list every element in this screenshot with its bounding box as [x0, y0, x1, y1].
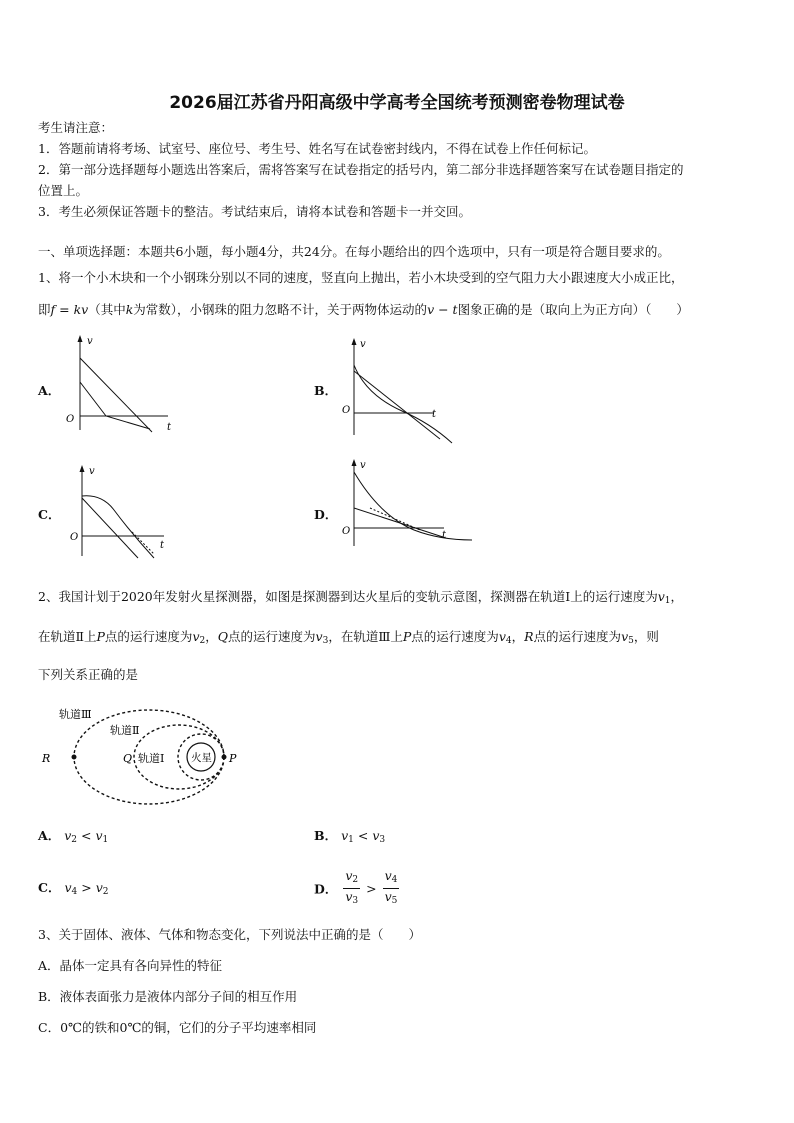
question-2-stem-line2: [38, 627, 659, 651]
q1-graph-c: [62, 462, 182, 562]
page-title: 2026届江苏省丹阳高级中学高考全国统考预测密卷物理试卷: [169, 93, 625, 113]
subscript: 1: [348, 835, 354, 845]
numerator: [343, 868, 360, 889]
axis-v-label: v: [87, 336, 93, 347]
symbol-v: v: [341, 828, 349, 843]
subscript: 4: [391, 875, 398, 885]
symbol-v: v: [345, 868, 353, 883]
v-axis-arrow: [352, 459, 357, 466]
v-axis-arrow: [78, 335, 83, 342]
text: （其中: [88, 302, 126, 317]
text: ，: [511, 629, 525, 644]
subscript: 1: [102, 835, 109, 845]
axis-t-label: t: [442, 530, 447, 541]
subscript: 4: [71, 887, 78, 897]
symbol-v: v: [498, 629, 506, 644]
notice-heading: 考生请注意：: [38, 120, 114, 135]
symbol-v: v: [384, 868, 392, 883]
axis-t-label: t: [160, 540, 165, 551]
wood-curve: [354, 365, 452, 443]
q2-option-c: [38, 878, 108, 897]
axis-t-label: t: [167, 422, 172, 433]
notice-item: 3．考生必须保证答题卡的整洁。考试结束后，请将本试卷和答题卡一并交回。: [38, 204, 471, 219]
orbit-diagram: [36, 702, 246, 812]
text: 点的运行速度为: [228, 629, 316, 644]
origin-label: O: [70, 532, 79, 543]
q1-option-b-label: B．: [314, 383, 338, 398]
subscript: 2: [352, 875, 359, 885]
point-p: [222, 755, 227, 760]
symbol-v: v: [315, 629, 323, 644]
operator: >: [366, 881, 377, 896]
axis-v-label: v: [89, 466, 95, 477]
subscript: 2: [71, 835, 77, 845]
mars-label: 火星: [191, 752, 212, 764]
text: 图象正确的是（取向上为正方向）（ ）: [457, 302, 689, 317]
denominator: [383, 889, 400, 909]
q2-option-d: [314, 868, 401, 909]
orbit-3-label: 轨道Ⅲ: [59, 708, 92, 721]
fraction-v2-v3: [343, 868, 360, 909]
numerator: [383, 868, 400, 889]
subscript: 3: [322, 636, 329, 646]
symbol-r: R: [524, 629, 534, 644]
symbol-q: Q: [217, 629, 228, 644]
section-heading: 一、单项选择题：本题共6小题，每小题4分，共24分。在每小题给出的四个选项中，只有一项是符合题目要求的。: [38, 244, 670, 259]
subscript: 4: [505, 636, 512, 646]
subscript: 5: [628, 636, 634, 646]
symbol-v: v: [95, 880, 103, 895]
subscript: 5: [391, 896, 398, 906]
text: 点的运行速度为: [104, 629, 193, 644]
option-label: A．: [38, 828, 61, 843]
option-label: D．: [314, 881, 338, 897]
symbol-v: v: [192, 629, 200, 644]
q1-option-a-label: A．: [38, 383, 61, 398]
text: ，: [670, 589, 684, 604]
question-1-stem-line2: [38, 300, 689, 320]
symbol-v: v: [345, 889, 353, 904]
text: 即: [38, 302, 51, 317]
question-2-stem-line3: 下列关系正确的是: [38, 667, 139, 682]
operator: <: [357, 828, 369, 843]
origin-label: O: [66, 414, 75, 425]
symbol-k: k: [125, 302, 134, 317]
text: ，则: [633, 629, 659, 644]
symbol-v: v: [64, 828, 72, 843]
wood-curve: [82, 496, 154, 558]
steel-line: [80, 382, 150, 429]
text: 在轨道Ⅱ上: [38, 629, 97, 644]
point-r: [72, 755, 77, 760]
symbol-v: v: [372, 828, 380, 843]
option-label: B．: [314, 828, 338, 843]
notice-item: 位置上。: [38, 183, 89, 198]
subscript: 3: [352, 896, 359, 906]
axis-t-label: t: [432, 409, 437, 420]
steel-line: [82, 498, 138, 558]
axis-v-label: v: [360, 460, 366, 471]
subscript: 2: [102, 887, 109, 897]
label-r: R: [42, 752, 51, 765]
notice-item: 1．答题前请将考场、试室号、座位号、考生号、姓名写在试卷密封线内，不得在试卷上作任何标记。: [38, 141, 596, 156]
q1-graph-d: [330, 458, 480, 553]
q1-graph-a: [60, 332, 185, 437]
text: 点的运行速度为: [533, 629, 622, 644]
question-3-stem: 3、关于固体、液体、气体和物态变化，下列说法中正确的是（ ）: [38, 927, 421, 942]
symbol-p: P: [402, 629, 412, 644]
symbol-v: v: [95, 828, 103, 843]
v-axis-arrow: [80, 465, 85, 472]
text: 点的运行速度为: [411, 629, 499, 644]
text: 为常数），小钢珠的阻力忽略不计，关于两物体运动的: [133, 302, 428, 317]
q1-graph-b: [330, 335, 460, 445]
v-axis-arrow: [352, 338, 357, 345]
tangent-dashed: [132, 532, 154, 554]
subscript: 1: [664, 596, 671, 606]
orbit-2-label: 轨道Ⅱ: [110, 724, 140, 737]
denominator: [343, 889, 360, 909]
symbol-p: P: [96, 629, 105, 644]
q2-option-a: [38, 826, 108, 845]
option-label: C．: [38, 880, 61, 895]
fraction-v4-v5: [383, 868, 400, 909]
formula-f-kv: f = kv: [50, 302, 89, 317]
q3-option-b: B．液体表面张力是液体内部分子间的相互作用: [38, 989, 298, 1004]
wood-curve: [354, 472, 472, 540]
text: 2、我国计划于2020年发射火星探测器，如图是探测器到达火星后的变轨示意图，探测器在轨道Ⅰ上的运行速度为: [38, 589, 658, 604]
notice-item: 2．第一部分选择题每小题选出答案后，需将答案写在试卷指定的括号内，第二部分非选择题答案写在试卷题目指定的: [38, 162, 684, 177]
question-1-stem: 1、将一个小木块和一个小钢珠分别以不同的速度，竖直向上抛出，若小木块受到的空气阻力大小跟速度大小成正比，: [38, 270, 684, 285]
steel-line: [354, 371, 440, 439]
q1-option-c-label: C．: [38, 507, 61, 522]
operator: >: [81, 880, 92, 895]
orbit-1-label: 轨道Ⅰ: [138, 752, 165, 765]
label-p: P: [229, 752, 237, 765]
symbol-v: v: [384, 889, 392, 904]
q1-option-d-label: D．: [314, 507, 338, 522]
q3-option-c: C．0℃的铁和0℃的铜，它们的分子平均速率相同: [38, 1020, 317, 1035]
symbol-v: v: [64, 880, 72, 895]
symbol-v: v: [621, 629, 629, 644]
text: ，在轨道Ⅲ上: [328, 629, 403, 644]
steel-line: [354, 508, 446, 538]
wood-line: [80, 358, 152, 432]
symbol-v: v: [657, 589, 665, 604]
q3-option-a: A．晶体一定具有各向异性的特征: [38, 958, 223, 973]
q2-option-b: [314, 826, 385, 845]
label-q: Q: [123, 752, 133, 765]
symbol-v-t: v − t: [427, 302, 458, 317]
axis-v-label: v: [360, 339, 366, 350]
text: ，: [205, 629, 218, 644]
origin-label: O: [342, 526, 351, 537]
operator: <: [80, 828, 92, 843]
origin-label: O: [342, 405, 351, 416]
subscript: 3: [379, 835, 386, 845]
subscript: 2: [199, 636, 206, 646]
question-2-stem: [38, 587, 683, 611]
